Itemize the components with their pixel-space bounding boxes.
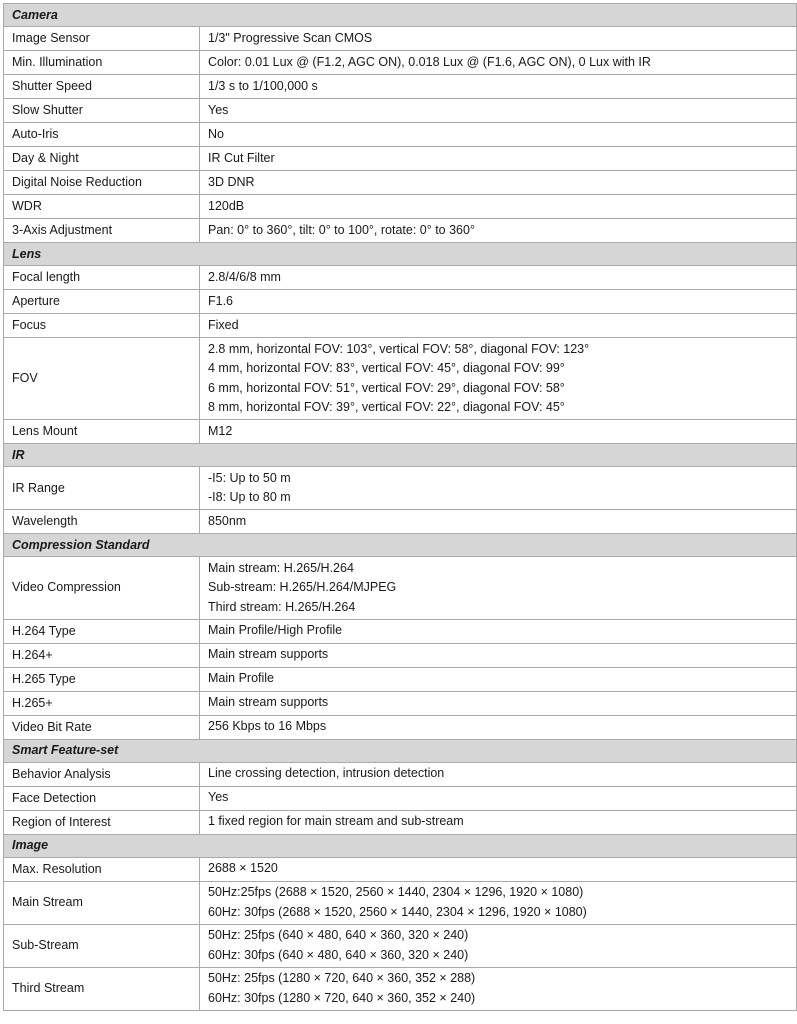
- spec-value: [200, 219, 797, 243]
- spec-row: [4, 99, 797, 123]
- section-header-row: [4, 444, 797, 467]
- section-title: Lens: [4, 243, 797, 266]
- spec-label: Video Bit Rate: [4, 715, 200, 739]
- spec-value-line: Color: 0.01 Lux @ (F1.2, AGC ON), 0.018 Lux @ (F1.6, AGC ON), 0 Lux with IR: [208, 54, 651, 69]
- spec-value: [200, 667, 797, 691]
- spec-value-line: Yes: [208, 790, 229, 805]
- spec-value: [200, 420, 797, 444]
- spec-value-line: 256 Kbps to 16 Mbps: [208, 719, 327, 734]
- spec-value: [200, 27, 797, 51]
- section-title: Image: [4, 834, 797, 857]
- spec-value-line: 50Hz: 25fps (640 × 480, 640 × 360, 320 × 240): [208, 928, 469, 942]
- spec-label: Auto-Iris: [4, 123, 200, 147]
- spec-label: Max. Resolution: [4, 857, 200, 881]
- spec-label: Slow Shutter: [4, 99, 200, 123]
- spec-row: [4, 510, 797, 534]
- spec-value: [200, 643, 797, 667]
- spec-row: [4, 810, 797, 834]
- spec-value-line: Fixed: [208, 317, 239, 332]
- spec-value-line: 2.8/4/6/8 mm: [208, 269, 281, 284]
- spec-row: [4, 924, 797, 967]
- spec-value: [200, 338, 797, 420]
- spec-row: [4, 786, 797, 810]
- spec-label: Sub-Stream: [4, 924, 200, 967]
- spec-value: [200, 619, 797, 643]
- spec-label: H.265 Type: [4, 667, 200, 691]
- spec-value: [200, 99, 797, 123]
- spec-value-line: 60Hz: 30fps (2688 × 1520, 2560 × 1440, 2304 × 1296, 1920 × 1080): [208, 904, 587, 919]
- spec-value-line: 50Hz: 25fps (1280 × 720, 640 × 360, 352 × 288): [208, 971, 476, 985]
- spec-label: H.264 Type: [4, 619, 200, 643]
- spec-row: [4, 881, 797, 924]
- spec-value-line: 1/3" Progressive Scan CMOS: [208, 30, 373, 45]
- spec-value: [200, 171, 797, 195]
- spec-label: Focal length: [4, 266, 200, 290]
- spec-row: [4, 643, 797, 667]
- spec-value-line: Main stream: H.265/H.264: [208, 560, 354, 575]
- section-title: IR: [4, 444, 797, 467]
- spec-value-line: 3D DNR: [208, 174, 255, 189]
- spec-value-line: -I8: Up to 80 m: [208, 490, 291, 504]
- spec-label: 3-Axis Adjustment: [4, 219, 200, 243]
- spec-value-line: 60Hz: 30fps (1280 × 720, 640 × 360, 352 × 240): [208, 990, 476, 1005]
- spec-value: [200, 557, 797, 620]
- spec-row: [4, 762, 797, 786]
- spec-label: H.264+: [4, 643, 200, 667]
- spec-value: [200, 195, 797, 219]
- spec-value-line: 8 mm, horizontal FOV: 39°, vertical FOV: 22°, diagonal FOV: 45°: [208, 400, 565, 414]
- spec-value-line: Third stream: H.265/H.264: [208, 599, 356, 614]
- spec-label: Region of Interest: [4, 810, 200, 834]
- spec-table: [3, 3, 797, 1011]
- spec-row: [4, 266, 797, 290]
- spec-value-line: Main Profile: [208, 671, 274, 686]
- spec-value-line: 120dB: [208, 198, 245, 213]
- spec-value: [200, 51, 797, 75]
- spec-value-line: 1 fixed region for main stream and sub-stream: [208, 814, 464, 829]
- spec-row: [4, 715, 797, 739]
- spec-row: [4, 75, 797, 99]
- spec-label: Digital Noise Reduction: [4, 171, 200, 195]
- spec-row: [4, 967, 797, 1010]
- spec-value-line: Main stream supports: [208, 647, 329, 662]
- spec-value: [200, 967, 797, 1010]
- spec-value-line: 6 mm, horizontal FOV: 51°, vertical FOV: 29°, diagonal FOV: 58°: [208, 380, 565, 395]
- spec-table-body: [4, 4, 797, 1011]
- section-title: Compression Standard: [4, 534, 797, 557]
- spec-row: [4, 123, 797, 147]
- spec-value-line: Line crossing detection, intrusion detection: [208, 766, 445, 781]
- spec-value-line: Main Profile/High Profile: [208, 623, 343, 638]
- spec-row: [4, 691, 797, 715]
- spec-value: [200, 857, 797, 881]
- spec-label: IR Range: [4, 467, 200, 510]
- spec-value-line: Main stream supports: [208, 695, 329, 710]
- spec-label: Third Stream: [4, 967, 200, 1010]
- spec-value-line: 2.8 mm, horizontal FOV: 103°, vertical FOV: 58°, diagonal FOV: 123°: [208, 341, 590, 356]
- spec-value: [200, 314, 797, 338]
- spec-label: Main Stream: [4, 881, 200, 924]
- spec-value: [200, 290, 797, 314]
- spec-row: [4, 314, 797, 338]
- section-header-row: [4, 739, 797, 762]
- spec-label: Face Detection: [4, 786, 200, 810]
- spec-value: [200, 510, 797, 534]
- spec-label: Focus: [4, 314, 200, 338]
- spec-value: [200, 467, 797, 510]
- spec-value-line: Sub-stream: H.265/H.264/MJPEG: [208, 580, 397, 594]
- spec-row: [4, 420, 797, 444]
- spec-label: Day & Night: [4, 147, 200, 171]
- section-header-row: [4, 534, 797, 557]
- spec-value: [200, 810, 797, 834]
- spec-label: Shutter Speed: [4, 75, 200, 99]
- spec-value: [200, 123, 797, 147]
- spec-row: [4, 557, 797, 620]
- spec-value: [200, 691, 797, 715]
- spec-value-line: IR Cut Filter: [208, 150, 275, 165]
- spec-label: Behavior Analysis: [4, 762, 200, 786]
- spec-value-line: F1.6: [208, 293, 234, 308]
- spec-label: Aperture: [4, 290, 200, 314]
- spec-row: [4, 857, 797, 881]
- section-title: Smart Feature-set: [4, 739, 797, 762]
- spec-row: [4, 171, 797, 195]
- spec-value-line: 4 mm, horizontal FOV: 83°, vertical FOV: 45°, diagonal FOV: 99°: [208, 361, 565, 375]
- spec-value: [200, 924, 797, 967]
- spec-row: [4, 290, 797, 314]
- spec-row: [4, 338, 797, 420]
- spec-value-line: 2688 × 1520: [208, 861, 278, 876]
- spec-value-line: Yes: [208, 102, 229, 117]
- spec-value: [200, 147, 797, 171]
- spec-label: Min. Illumination: [4, 51, 200, 75]
- spec-value: [200, 762, 797, 786]
- spec-value-line: 60Hz: 30fps (640 × 480, 640 × 360, 320 × 240): [208, 947, 469, 962]
- section-header-row: [4, 243, 797, 266]
- section-header-row: [4, 4, 797, 27]
- spec-label: FOV: [4, 338, 200, 420]
- spec-row: [4, 51, 797, 75]
- spec-row: [4, 195, 797, 219]
- spec-row: [4, 27, 797, 51]
- spec-label: Image Sensor: [4, 27, 200, 51]
- spec-value: [200, 75, 797, 99]
- spec-value-line: No: [208, 126, 224, 141]
- section-title: Camera: [4, 4, 797, 27]
- spec-value-line: 50Hz:25fps (2688 × 1520, 2560 × 1440, 2304 × 1296, 1920 × 1080): [208, 885, 584, 899]
- spec-value-line: M12: [208, 423, 233, 438]
- spec-value: [200, 266, 797, 290]
- spec-label: Wavelength: [4, 510, 200, 534]
- spec-value: [200, 881, 797, 924]
- spec-row: [4, 219, 797, 243]
- spec-label: H.265+: [4, 691, 200, 715]
- spec-label: WDR: [4, 195, 200, 219]
- spec-value: [200, 715, 797, 739]
- spec-label: Video Compression: [4, 557, 200, 620]
- spec-value-line: -I5: Up to 50 m: [208, 470, 291, 485]
- section-header-row: [4, 834, 797, 857]
- spec-label: Lens Mount: [4, 420, 200, 444]
- spec-value-line: 1/3 s to 1/100,000 s: [208, 78, 318, 93]
- spec-row: [4, 467, 797, 510]
- spec-row: [4, 667, 797, 691]
- spec-value-line: 850nm: [208, 513, 247, 528]
- spec-value-line: Pan: 0° to 360°, tilt: 0° to 100°, rotate: 0° to 360°: [208, 222, 475, 237]
- spec-value: [200, 786, 797, 810]
- spec-row: [4, 619, 797, 643]
- spec-row: [4, 147, 797, 171]
